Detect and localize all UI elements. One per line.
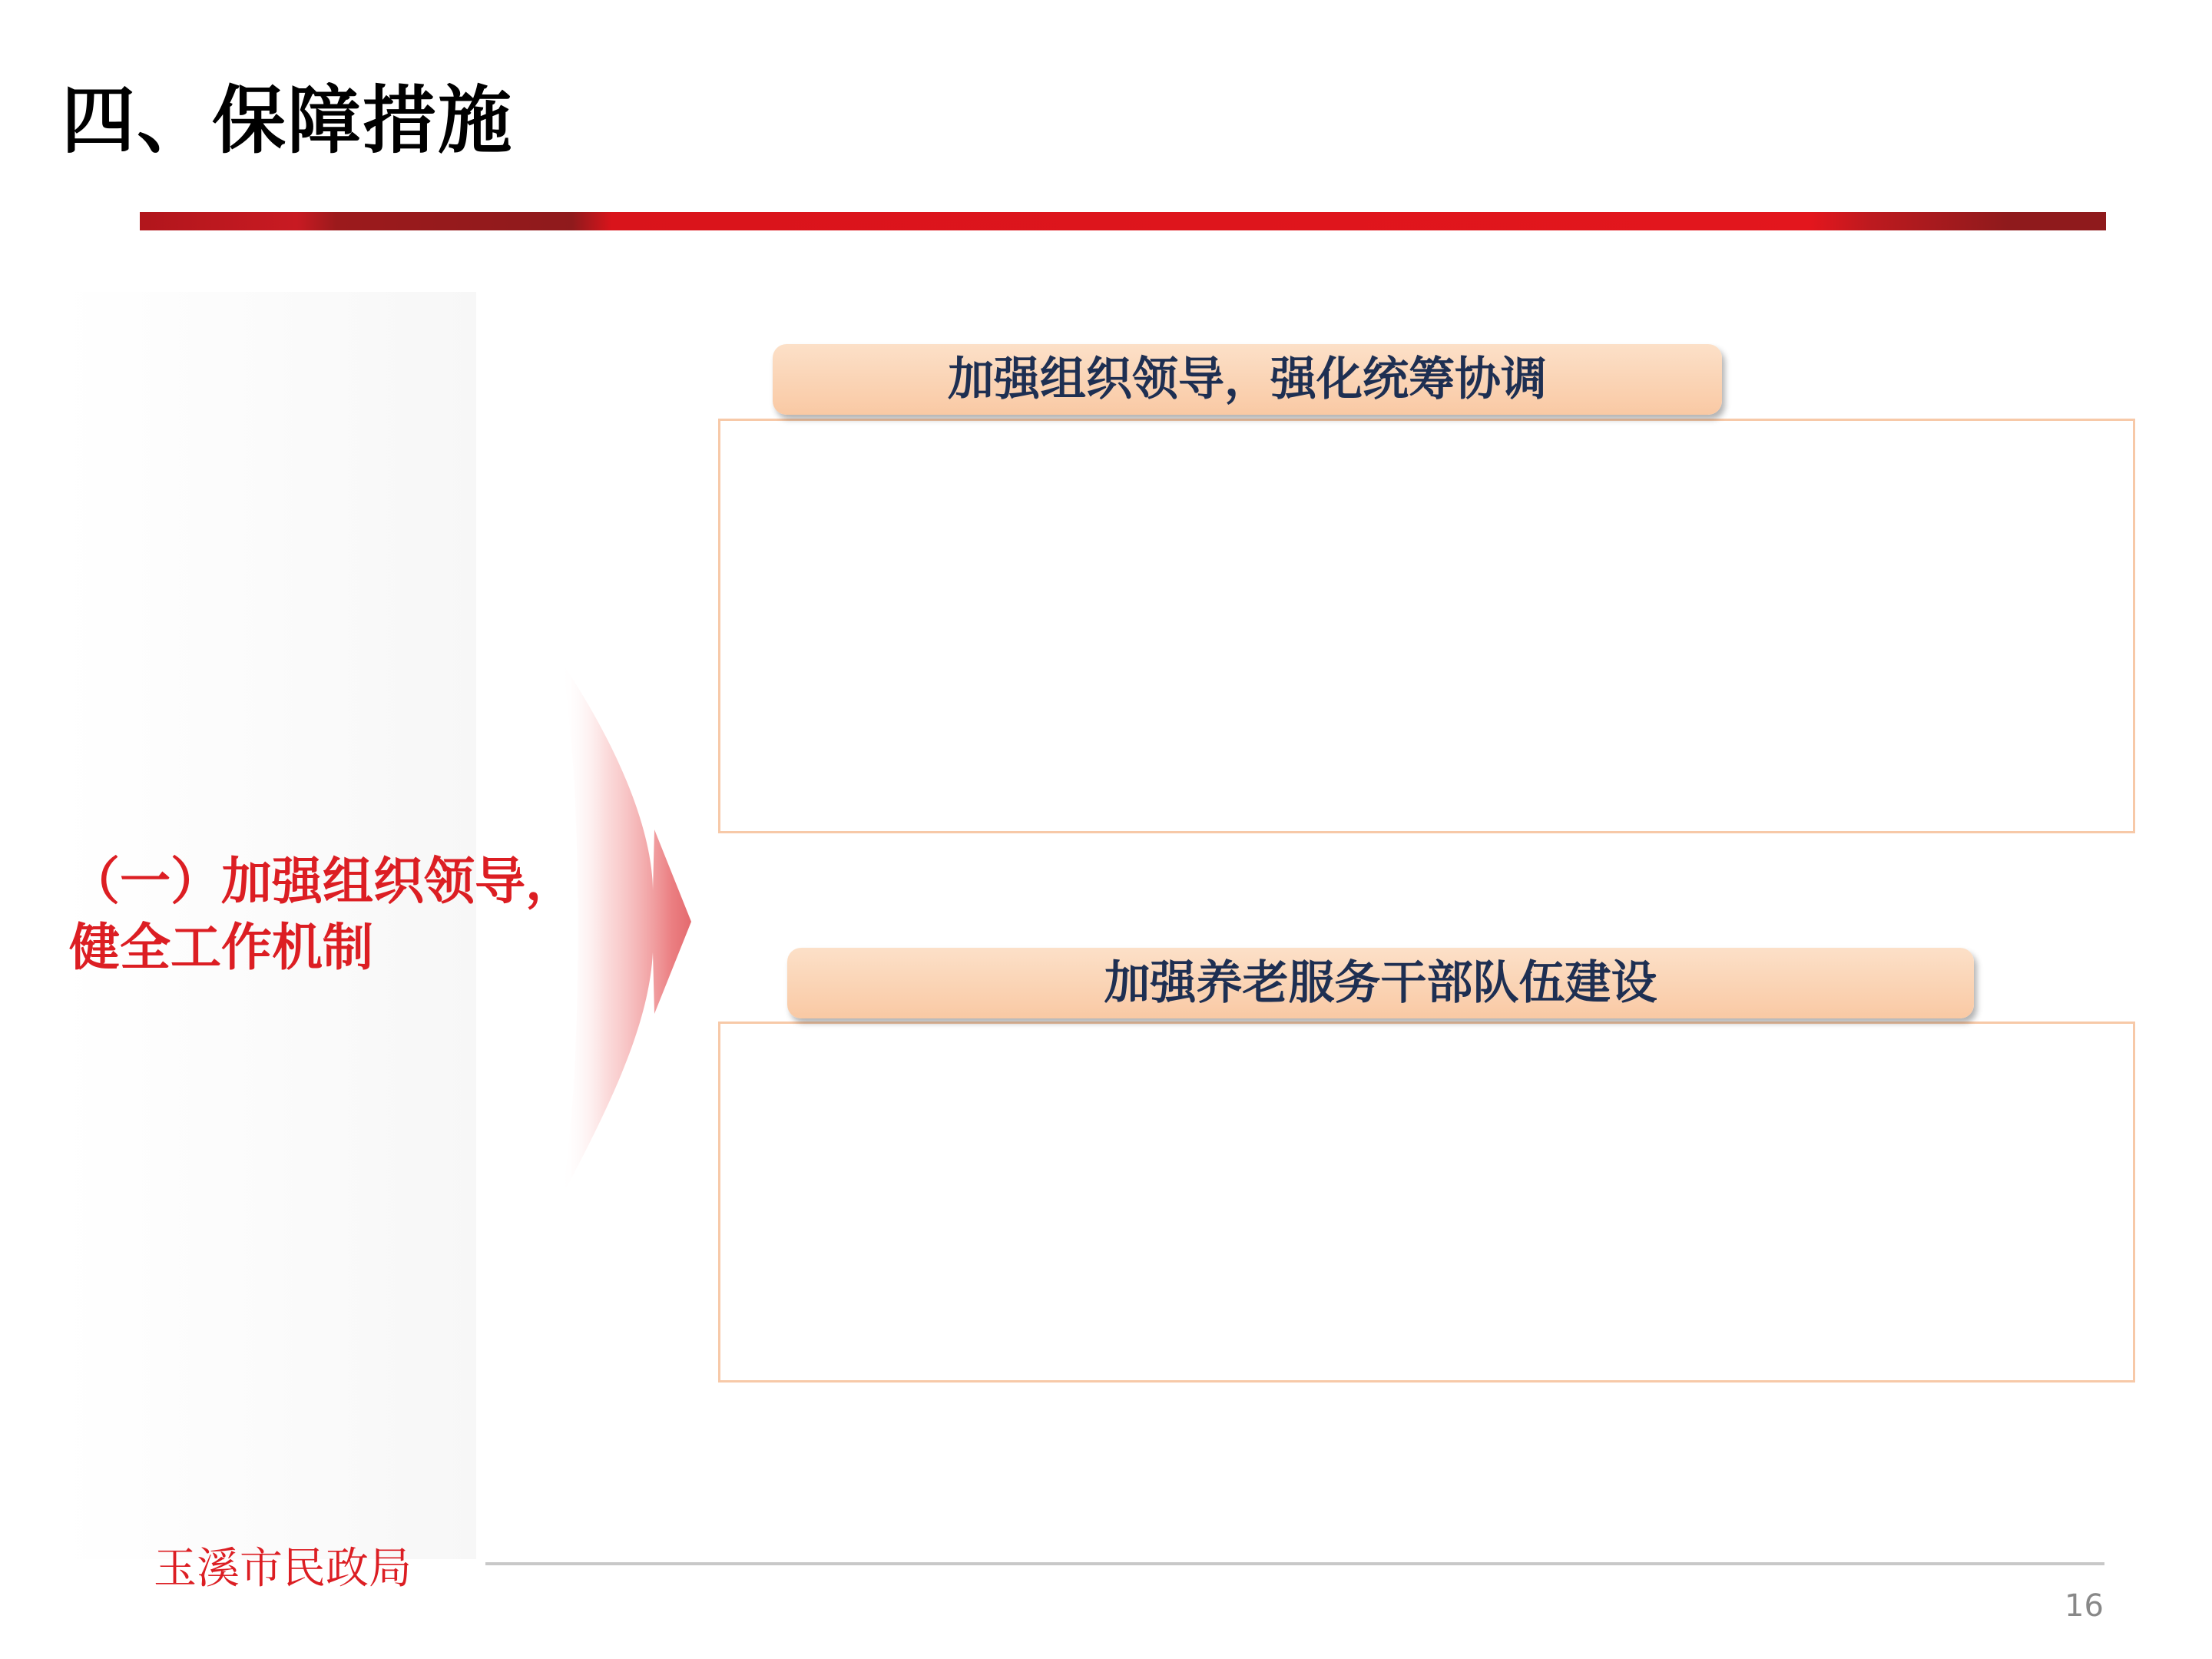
title-underline-bar [140,212,2106,230]
card2-box [718,1022,2135,1382]
page-number: 16 [2065,1588,2104,1624]
footer-divider [485,1562,2104,1565]
section-label-line-1: （一）加强组织领导， [69,852,576,911]
card2-header: 加强养老服务干部队伍建设 [787,948,1974,1018]
footer-organization: 玉溪市民政局 [154,1544,412,1594]
slide-title: 四、保障措施 [61,78,513,164]
card1-header: 加强组织领导，强化统筹协调 [773,344,1722,415]
card1-box [718,419,2135,833]
section-label-line-2: 健全工作机制 [69,917,373,977]
section-label [69,849,576,981]
